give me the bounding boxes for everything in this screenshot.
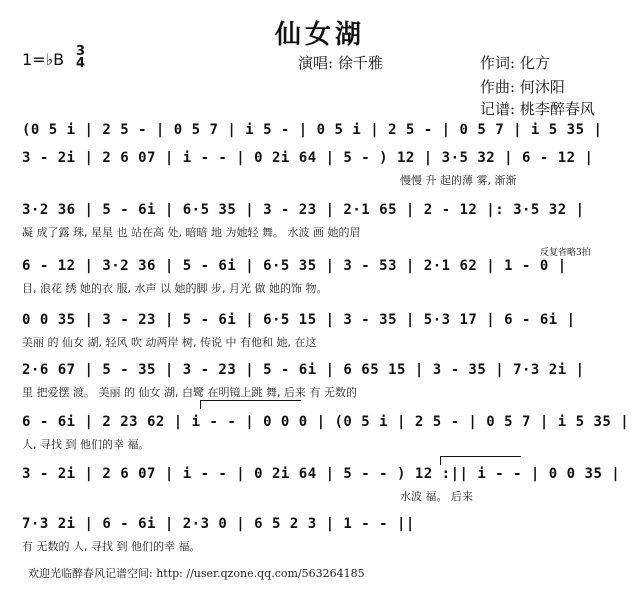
meter-bottom: 4 [76,56,86,71]
lyric-row-4: 目, 浪花 绣 她的衣 服, 水声 以 她的脚 步, 月光 做 她的饰 物。 [22,282,328,295]
song-title: 仙女湖 [274,20,365,50]
score-row-8: 3 - 2i | 2 6 07 | i - - | 0 2i 64 | 5 - - ) 12 :|| i - - | 0 0 35 | [22,466,621,482]
key-signature: 1=♭B [22,50,65,69]
score-row-5: 0 0 35 | 3 - 23 | 5 - 6i | 6·5 15 | 3 - 35 | 5·3 17 | 6 - 6i | [22,312,576,328]
score-row-4: 6 - 12 | 3·2 36 | 5 - 6i | 6·5 35 | 3 - 53 | 2·1 62 | 1 - 0 | [22,258,567,274]
lyric-row-8: 水波 福。 后来 [400,490,473,503]
score-row-2: 3 - 2i | 2 6 07 | i - - | 0 2i 64 | 5 - ) 12 | 3·5 32 | 6 - 12 | [22,150,594,166]
repeat-remark: 反复省略3拍 [540,248,591,258]
volta-bracket-1 [200,400,301,409]
footer-link-text: 欢迎光临醉春风记谱空间: http: //user.qzone.qq.com/563264185 [28,567,365,580]
score-row-7: 6 - 6i | 2 23 62 | i - - | 0 0 0 | (0 5 i | 2 5 - | 0 5 7 | i 5 35 | [22,414,630,430]
time-signature [76,46,85,70]
lyricist-credit: 作词: 化方 [480,54,550,72]
lyric-row-6: 里 把爱摆 渡。 美丽 的 仙女 湖, 白鹭 在明镜上跳 舞, 后来 有 无数的 [22,386,357,399]
score-row-6: 2·6 67 | 5 - 35 | 3 - 23 | 5 - 6i | 6 65 15 | 3 - 35 | 7·3 2i | [22,362,585,378]
score-row-1: (0 5 i | 2 5 - | 0 5 7 | i 5 - | 0 5 i | 2 5 - | 0 5 7 | i 5 35 | [22,122,603,138]
score-row-9: 7·3 2i | 6 - 6i | 2·3 0 | 6 5 2 3 | 1 - - || [22,516,415,532]
meter-top: 3 [76,44,86,59]
singer-credit: 演唱: 徐千雅 [298,54,383,72]
volta-bracket-2 [440,456,521,465]
composer-credit: 作曲: 何沐阳 [480,78,565,96]
lyric-row-5: 美丽 的 仙女 湖, 轻风 吹 动两岸 树, 传说 中 有他和 她, 在这 [22,336,317,349]
lyric-row-2: 慢慢 升 起的薄 雾, 渐渐 [400,174,517,187]
transcriber-credit: 记谱: 桃李醉春风 [480,100,595,118]
lyric-row-9: 有 无数的 人, 寻找 到 他们的幸 福。 [22,540,201,553]
lyric-row-7: 人, 寻找 到 他们的幸 福。 [22,438,150,451]
score-row-3: 3·2 36 | 5 - 6i | 6·5 35 | 3 - 23 | 2·1 65 | 2 - 12 |: 3·5 32 | [22,202,585,218]
lyric-row-3: 凝 成了露 珠, 星星 也 站在高 处, 暗暗 地 为她轻 舞。 水波 画 她的眉 [22,226,361,239]
